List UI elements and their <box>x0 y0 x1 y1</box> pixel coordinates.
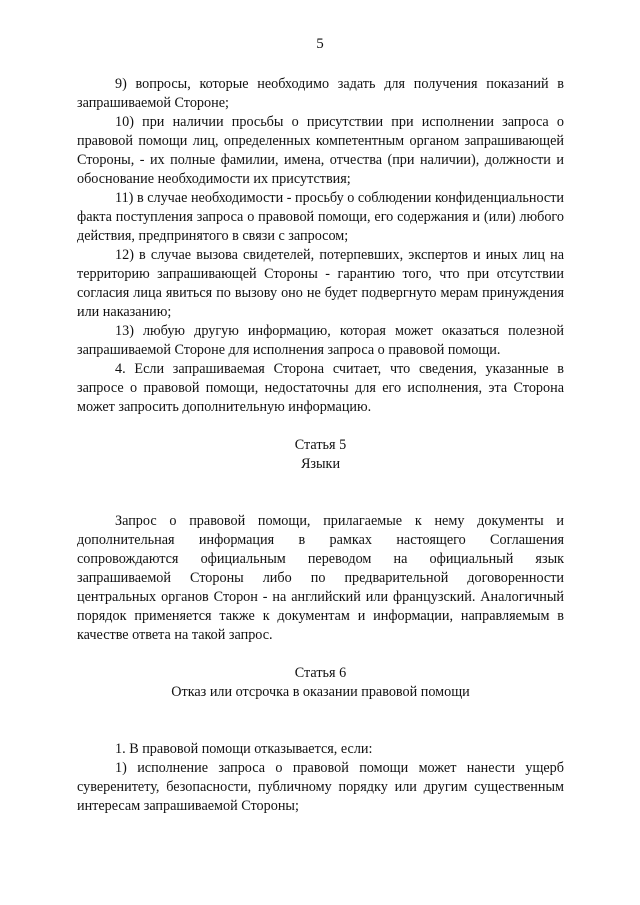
article-6-title: Отказ или отсрочка в оказании правовой помощи <box>171 684 470 700</box>
paragraph-item-11: 11) в случае необходимости - просьбу о соблюдении конфиденциальности факта поступления запроса о правовой помощи, его содержания и (или) любого действия, предпринятого в связи с запросом; <box>77 190 564 244</box>
paragraph-item-13: 13) любую другую информацию, которая может оказаться полезной запрашиваемой Стороне для исполнения запроса о правовой помощи. <box>77 323 564 358</box>
article-5-heading <box>77 436 564 474</box>
article-6-clause-1: 1. В правовой помощи отказывается, если: <box>115 741 373 757</box>
article-6-heading <box>77 664 564 702</box>
paragraph-item-12: 12) в случае вызова свидетелей, потерпевших, экспертов и иных лиц на территорию запрашивающей Стороны - гарантию того, что при отсутствии согласия лица явиться по вызову оно не будет подвергнуто мерам принуждения или наказанию; <box>77 247 564 320</box>
article-5-paragraph: Запрос о правовой помощи, прилагаемые к нему документы и дополнительная информация в рамках настоящего Соглашения сопровождаются официальным переводом на официальный язык запрашиваемой Стороны либо по предварительной договоренности центральных органов Сторон - на английский или французский. Аналогичный порядок применяется также к документам и информации, направляемым в качестве ответа на такой запрос. <box>77 513 564 643</box>
paragraph-item-9: 9) вопросы, которые необходимо задать для получения показаний в запрашиваемой Стороне; <box>77 76 564 111</box>
paragraph-clause-4: 4. Если запрашиваемая Сторона считает, что сведения, указанные в запросе о правовой помощи, недостаточны для его исполнения, эта Сторона может запросить дополнительную информацию. <box>77 361 564 415</box>
spacer <box>77 721 564 740</box>
article-6-item-1: 1) исполнение запроса о правовой помощи может нанести ущерб суверенитету, безопасности, публичному порядку или другим существенным интересам запрашиваемой Стороны; <box>77 760 564 814</box>
document-body <box>77 75 564 816</box>
article-6-number: Статья 6 <box>294 665 347 681</box>
article-5-number: Статья 5 <box>294 437 347 453</box>
spacer <box>77 493 564 512</box>
paragraph-item-10: 10) при наличии просьбы о присутствии при исполнении запроса о правовой помощи лиц, определенных компетентным органом запрашивающей Стороны, - их полные фамилии, имена, отчества (при наличии), должности и обоснование необходимости их присутствия; <box>77 114 564 187</box>
page-number: 5 <box>316 36 324 52</box>
article-5-title: Языки <box>300 456 341 472</box>
